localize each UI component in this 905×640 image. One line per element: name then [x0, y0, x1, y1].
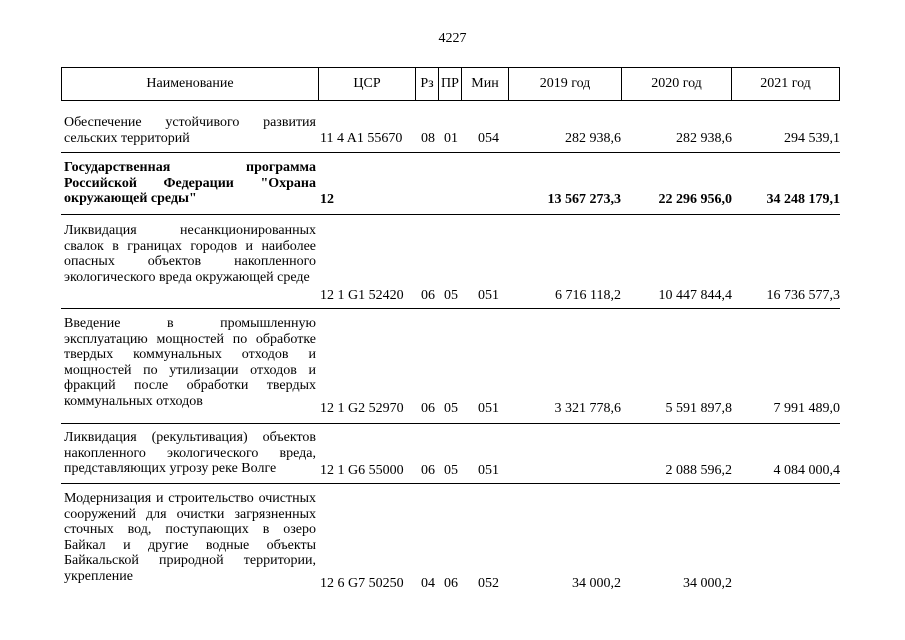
header-2021: 2021 год: [760, 76, 811, 91]
row-value-2019: 13 567 273,3: [547, 192, 621, 207]
header-rz: Рз: [416, 68, 439, 100]
row-name: Введение в промышленную эксплуатацию мощностей по обработке твердых коммунальных отходов и мощностей по утилизации отходов и фракций после обработки твердых коммунальных отходов: [64, 316, 316, 409]
row-pr: 06: [444, 576, 458, 591]
page-number: 4227: [438, 31, 467, 46]
row-rz: 06: [421, 463, 435, 478]
header-min: Мин: [462, 68, 509, 100]
row-value-2021: 294 539,1: [784, 131, 840, 146]
row-value-2020: 22 296 956,0: [658, 192, 732, 207]
header-pr: ПР: [439, 68, 462, 100]
row-value-2020: 2 088 596,2: [665, 463, 732, 478]
row-value-2021: 34 248 179,1: [766, 192, 840, 207]
row-value-2020: 34 000,2: [683, 576, 732, 591]
row-pr: 05: [444, 463, 458, 478]
row-value-2019: 6 716 118,2: [555, 288, 621, 303]
row-name: Ликвидация (рекультивация) объектов накопленного экологического вреда, представляющих угрозу реке Волге: [64, 430, 316, 477]
row-value-2021: 7 991 489,0: [773, 401, 840, 416]
row-rz: 06: [421, 401, 435, 416]
row-min: 051: [478, 401, 499, 416]
row-pr: 05: [444, 288, 458, 303]
row-value-2019: 34 000,2: [572, 576, 621, 591]
row-csr: 12 1 G2 52970: [320, 401, 404, 416]
row-divider: [61, 308, 840, 309]
row-pr: 01: [444, 131, 458, 146]
row-value-2020: 282 938,6: [676, 131, 732, 146]
row-value-2019: 3 321 778,6: [554, 401, 621, 416]
header-2020: 2020 год: [622, 68, 732, 100]
row-min: 054: [478, 131, 499, 146]
row-csr: 11 4 A1 55670: [320, 131, 403, 146]
row-rz: 06: [421, 288, 435, 303]
row-value-2019: 282 938,6: [565, 131, 621, 146]
row-csr: 12 6 G7 50250: [320, 576, 404, 591]
header-name: Наименование: [62, 68, 319, 100]
row-min: 051: [478, 463, 499, 478]
row-name: Модернизация и строительство очистных сооружений для очистки загрязненных сточных вод, поступающих в озеро Байкал и другие водные объекты Байкальской природной территории, укрепление: [64, 491, 316, 584]
row-rz: 08: [421, 131, 435, 146]
header-2019: 2019 год: [509, 68, 622, 100]
row-divider: [61, 483, 840, 484]
row-pr: 05: [444, 401, 458, 416]
row-min: 051: [478, 288, 499, 303]
row-csr: 12 1 G6 55000: [320, 463, 404, 478]
row-csr: 12: [320, 192, 334, 207]
row-divider: [61, 152, 840, 153]
row-divider: [61, 214, 840, 215]
row-divider: [61, 423, 840, 424]
row-name: Ликвидация несанкционированных свалок в границах городов и наиболее опасных объектов накопленного экологического вреда окружающей среде: [64, 223, 316, 285]
row-value-2021: 16 736 577,3: [766, 288, 840, 303]
row-value-2020: 5 591 897,8: [665, 401, 732, 416]
row-name: Обеспечение устойчивого развития сельских территорий: [64, 115, 316, 146]
row-rz: 04: [421, 576, 435, 591]
row-value-2020: 10 447 844,4: [658, 288, 732, 303]
row-name: Государственная программа Российской Федерации "Охрана окружающей среды": [64, 160, 316, 207]
table-header: [61, 67, 840, 101]
header-csr: ЦСР: [319, 68, 416, 100]
row-csr: 12 1 G1 52420: [320, 288, 404, 303]
row-value-2021: 4 084 000,4: [773, 463, 840, 478]
row-min: 052: [478, 576, 499, 591]
